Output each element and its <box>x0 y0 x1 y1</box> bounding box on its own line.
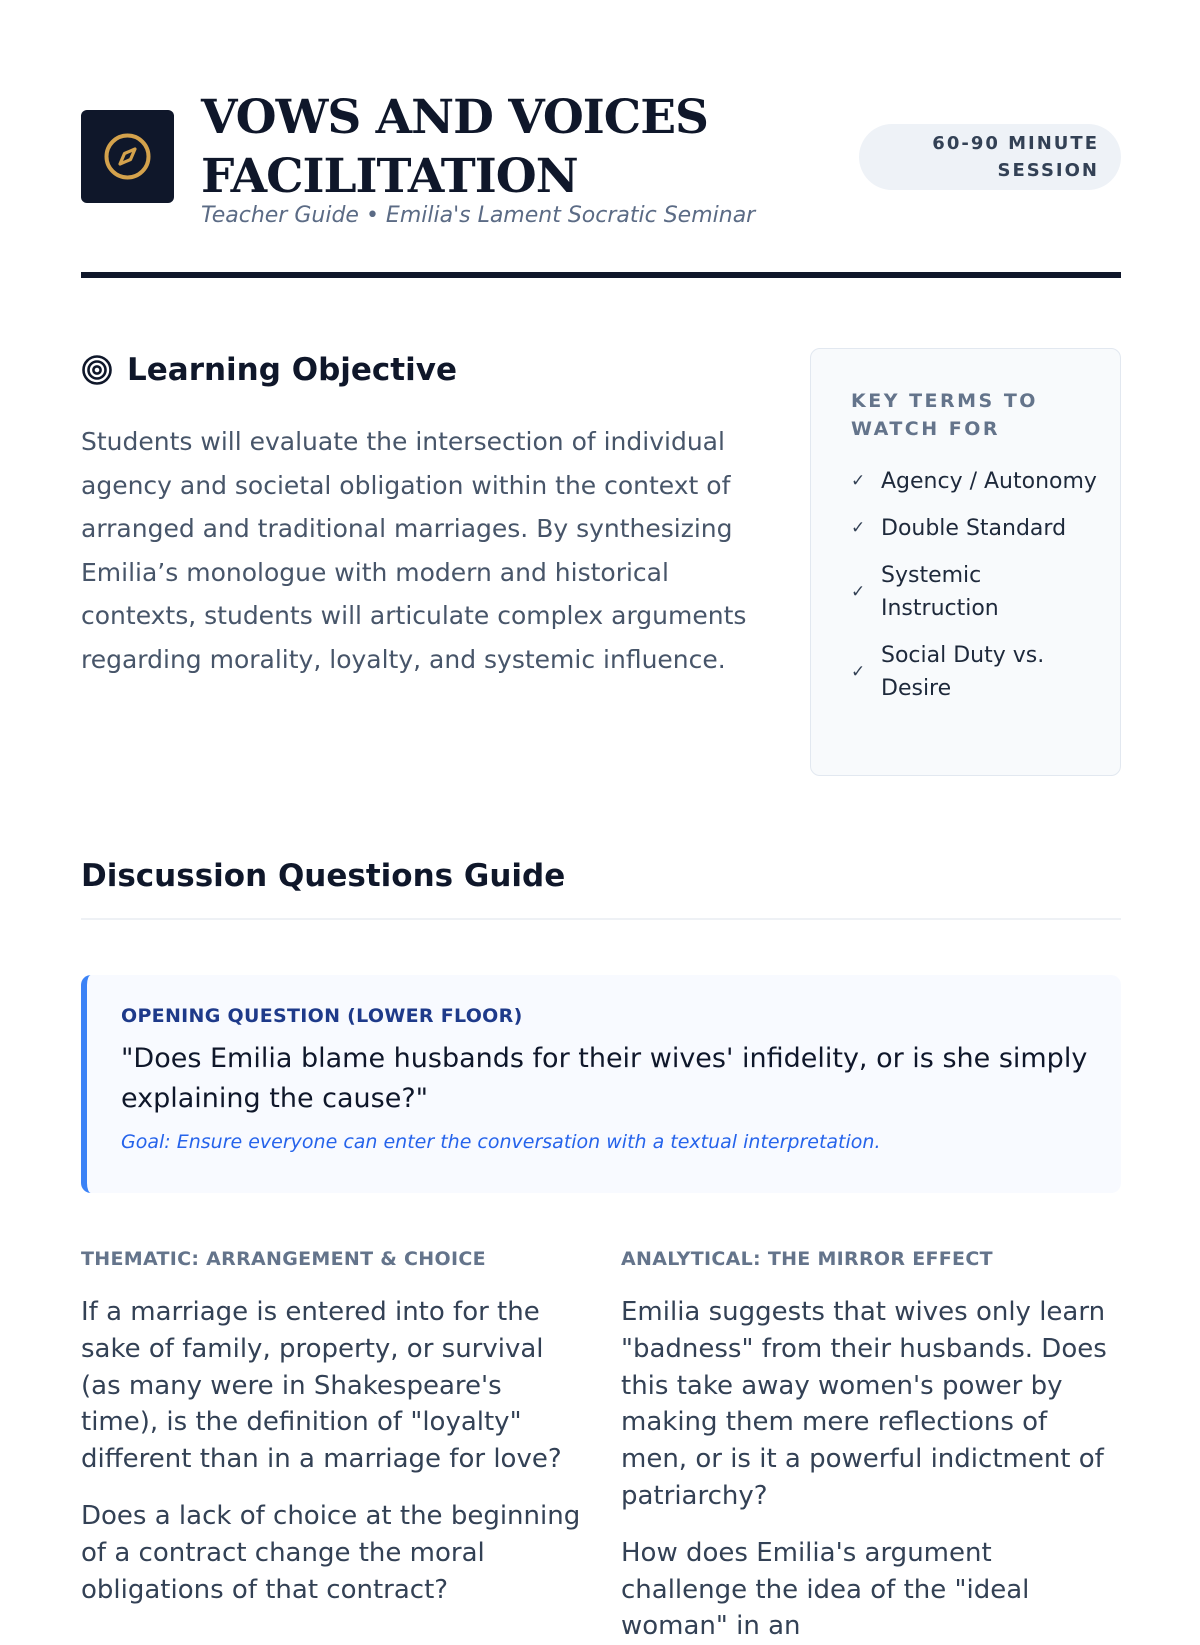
key-terms-title: KEY TERMS TO WATCH FOR <box>851 390 1038 440</box>
header-divider <box>81 272 1121 278</box>
list-item <box>851 639 1100 705</box>
discussion-divider <box>81 918 1121 920</box>
key-terms-card <box>810 348 1121 776</box>
key-terms-list <box>851 465 1100 705</box>
thematic-question: Does a lack of choice at the beginning of a contract change the moral obligations of that contract? <box>81 1500 581 1605</box>
objective-title: Learning Objective <box>127 352 457 388</box>
objective-heading <box>81 348 457 392</box>
opening-question-text: "Does Emilia blame husbands for their wives' infidelity, or is she simply explaining the cause?" <box>121 1043 1088 1114</box>
opening-question-card <box>81 975 1121 1193</box>
opening-question-label: OPENING QUESTION (LOWER FLOOR) <box>121 1005 523 1027</box>
page-header <box>81 88 1121 238</box>
opening-question-goal: Goal: Ensure everyone can enter the conversation with a textual interpretation. <box>121 1131 881 1153</box>
page-title: VOWS AND VOICES FACILITATION <box>201 90 708 204</box>
list-item <box>851 512 1100 545</box>
list-item <box>851 465 1100 498</box>
discussion-heading: Discussion Questions Guide <box>81 858 566 894</box>
thematic-question: If a marriage is entered into for the sake of family, property, or survival (as many were in Shakespeare's time), is the definition of "loyalty" different than in a marriage for love? <box>81 1297 562 1475</box>
key-term-label: Agency / Autonomy <box>881 469 1097 494</box>
analytical-label: ANALYTICAL: THE MIRROR EFFECT <box>621 1248 993 1270</box>
thematic-label: THEMATIC: ARRANGEMENT & CHOICE <box>81 1248 486 1270</box>
analytical-question: How does Emilia's argument challenge the idea of the "ideal woman" in an <box>621 1537 1030 1642</box>
list-item <box>851 559 1100 625</box>
key-term-label: Social Duty vs. Desire <box>881 643 1045 701</box>
key-term-label: Double Standard <box>881 516 1067 541</box>
target-icon <box>81 354 113 386</box>
analytical-column <box>621 1248 1121 1645</box>
objective-text: Students will evaluate the intersection of individual agency and societal obligation within the context of arranged and traditional marriages. By synthesizing Emilia’s monologue with modern and historical contexts, students will articulate complex arguments regarding morality, loyalty, and systemic influence. <box>81 427 747 674</box>
key-term-label: Systemic Instruction <box>881 563 999 621</box>
check-icon: ✓ <box>851 581 866 602</box>
analytical-question: Emilia suggests that wives only learn "badness" from their husbands. Does this take away women's power by making them mere reflections of men, or is it a powerful indictment of patriarchy? <box>621 1297 1107 1511</box>
check-icon: ✓ <box>851 471 866 491</box>
compass-icon <box>102 131 153 182</box>
teacher-guide-page <box>81 0 1121 1642</box>
check-icon: ✓ <box>851 661 866 682</box>
logo <box>81 110 174 203</box>
thematic-column <box>81 1248 581 1608</box>
page-subtitle: Teacher Guide • Emilia's Lament Socratic Seminar <box>201 203 756 228</box>
session-badge: 60-90 MINUTE SESSION <box>859 124 1121 190</box>
check-icon: ✓ <box>851 518 866 538</box>
